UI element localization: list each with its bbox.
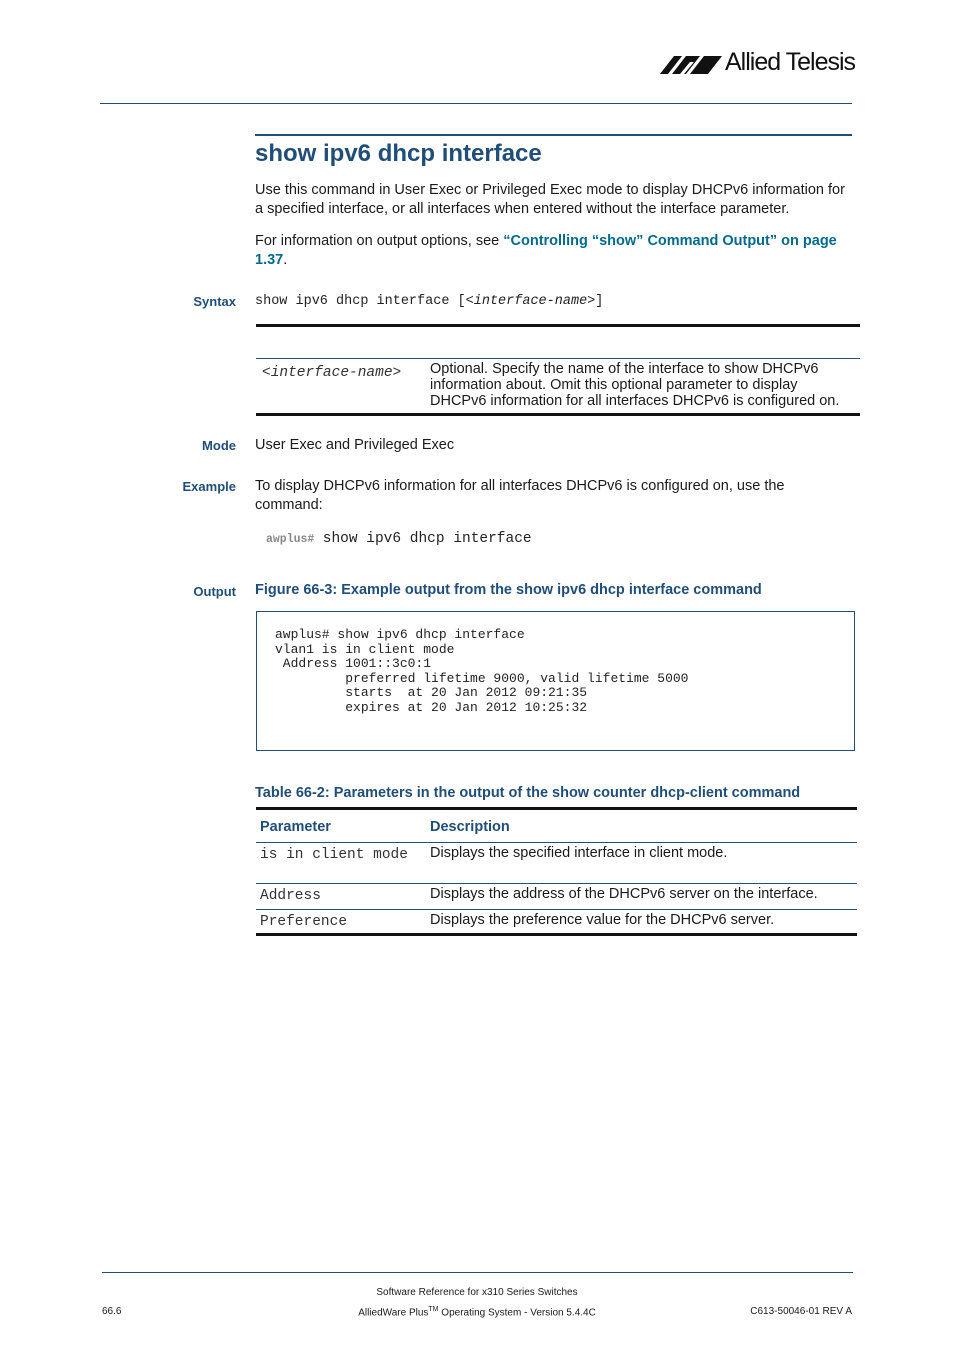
example-command: show ipv6 dhcp interface <box>322 531 532 547</box>
table-bottom-rule <box>256 933 857 936</box>
logo-text: Allied Telesis <box>725 48 856 76</box>
figure-caption: Figure 66-3: Example output from the show ipv6 dhcp interface command <box>255 582 762 598</box>
table-row-desc: Displays the specified interface in client mode. <box>430 845 728 861</box>
cross-reference-link[interactable]: “Controlling “show” Command Output” on page 1.37 <box>255 233 837 268</box>
table-row-param: Address <box>260 888 321 904</box>
footer-version-rest: Operating System - Version 5.4.4C <box>438 1307 596 1319</box>
syntax-table-bottom-rule <box>256 413 860 416</box>
example-prompt: awplus# <box>266 533 315 546</box>
page-title: show ipv6 dhcp interface <box>255 140 542 167</box>
example-label: Example <box>182 479 236 494</box>
table-row-desc: Displays the address of the DHCPv6 server on the interface. <box>430 886 818 902</box>
footer-trademark: TM <box>428 1306 439 1313</box>
output-line: awplus# show ipv6 dhcp interface <box>275 627 525 642</box>
output-line: vlan1 is in client mode <box>275 641 455 657</box>
syntax-table-desc: Optional. Specify the name of the interface to show DHCPv6 information about. Omit this optional parameter to display DHCPv6 information for all interfaces DHCPv6 is configured on. <box>430 361 840 409</box>
output-box <box>256 611 855 751</box>
table-row-rule <box>256 883 857 884</box>
table-row-rule <box>256 909 857 910</box>
table-top-rule <box>256 807 857 810</box>
output-label: Output <box>193 584 236 599</box>
syntax-command <box>255 294 603 309</box>
footer-rule <box>102 1272 853 1273</box>
table-row-param: Preference <box>260 914 348 930</box>
table-header-rule <box>256 842 857 843</box>
syntax-table-param: <interface-name> <box>262 365 402 381</box>
footer-doc-id: C613-50046-01 REV A <box>750 1306 852 1317</box>
mode-label: Mode <box>202 438 236 453</box>
table-header-description: Description <box>430 819 510 835</box>
syntax-close: >] <box>587 294 604 309</box>
title-rule <box>255 134 852 136</box>
info-suffix: . <box>283 252 288 268</box>
table-caption: Table 66-2: Parameters in the output of the show counter dhcp-client command <box>255 785 801 801</box>
footer-title: Software Reference for x310 Series Switches <box>376 1287 578 1298</box>
output-text <box>275 628 688 715</box>
footer-product: AlliedWare Plus <box>358 1307 429 1319</box>
output-line: expires at 20 Jan 2012 10:25:32 <box>275 699 588 715</box>
output-line: starts at 20 Jan 2012 09:21:35 <box>275 685 588 700</box>
syntax-table-top-rule <box>256 324 860 327</box>
table-row-desc: Displays the preference value for the DHCPv6 server. <box>430 912 775 928</box>
syntax-table-row-rule <box>256 358 860 359</box>
footer-page-number: 66.6 <box>102 1306 122 1317</box>
syntax-command-text: show ipv6 dhcp interface [< <box>255 294 474 309</box>
example-command-line <box>266 529 532 547</box>
output-line: Address 1001::3c0:1 <box>275 656 432 671</box>
table-row-param: is in client mode <box>260 847 408 863</box>
intro-paragraph: Use this command in User Exec or Privileged Exec mode to display DHCPv6 information for a specified interface, or all interfaces when entered without the interface parameter. <box>255 182 845 217</box>
example-text: To display DHCPv6 information for all interfaces DHCPv6 is configured on, use the command: <box>255 478 785 513</box>
info-prefix: For information on output options, see <box>255 233 504 249</box>
syntax-param: interface-name <box>473 294 588 309</box>
output-line: preferred lifetime 9000, valid lifetime 5000 <box>275 670 689 686</box>
header-rule <box>100 103 852 104</box>
allied-telesis-logo-mark <box>660 50 724 80</box>
table-header-parameter: Parameter <box>260 819 331 835</box>
info-paragraph <box>255 232 845 270</box>
mode-text: User Exec and Privileged Exec <box>255 437 455 453</box>
syntax-label: Syntax <box>193 294 236 309</box>
